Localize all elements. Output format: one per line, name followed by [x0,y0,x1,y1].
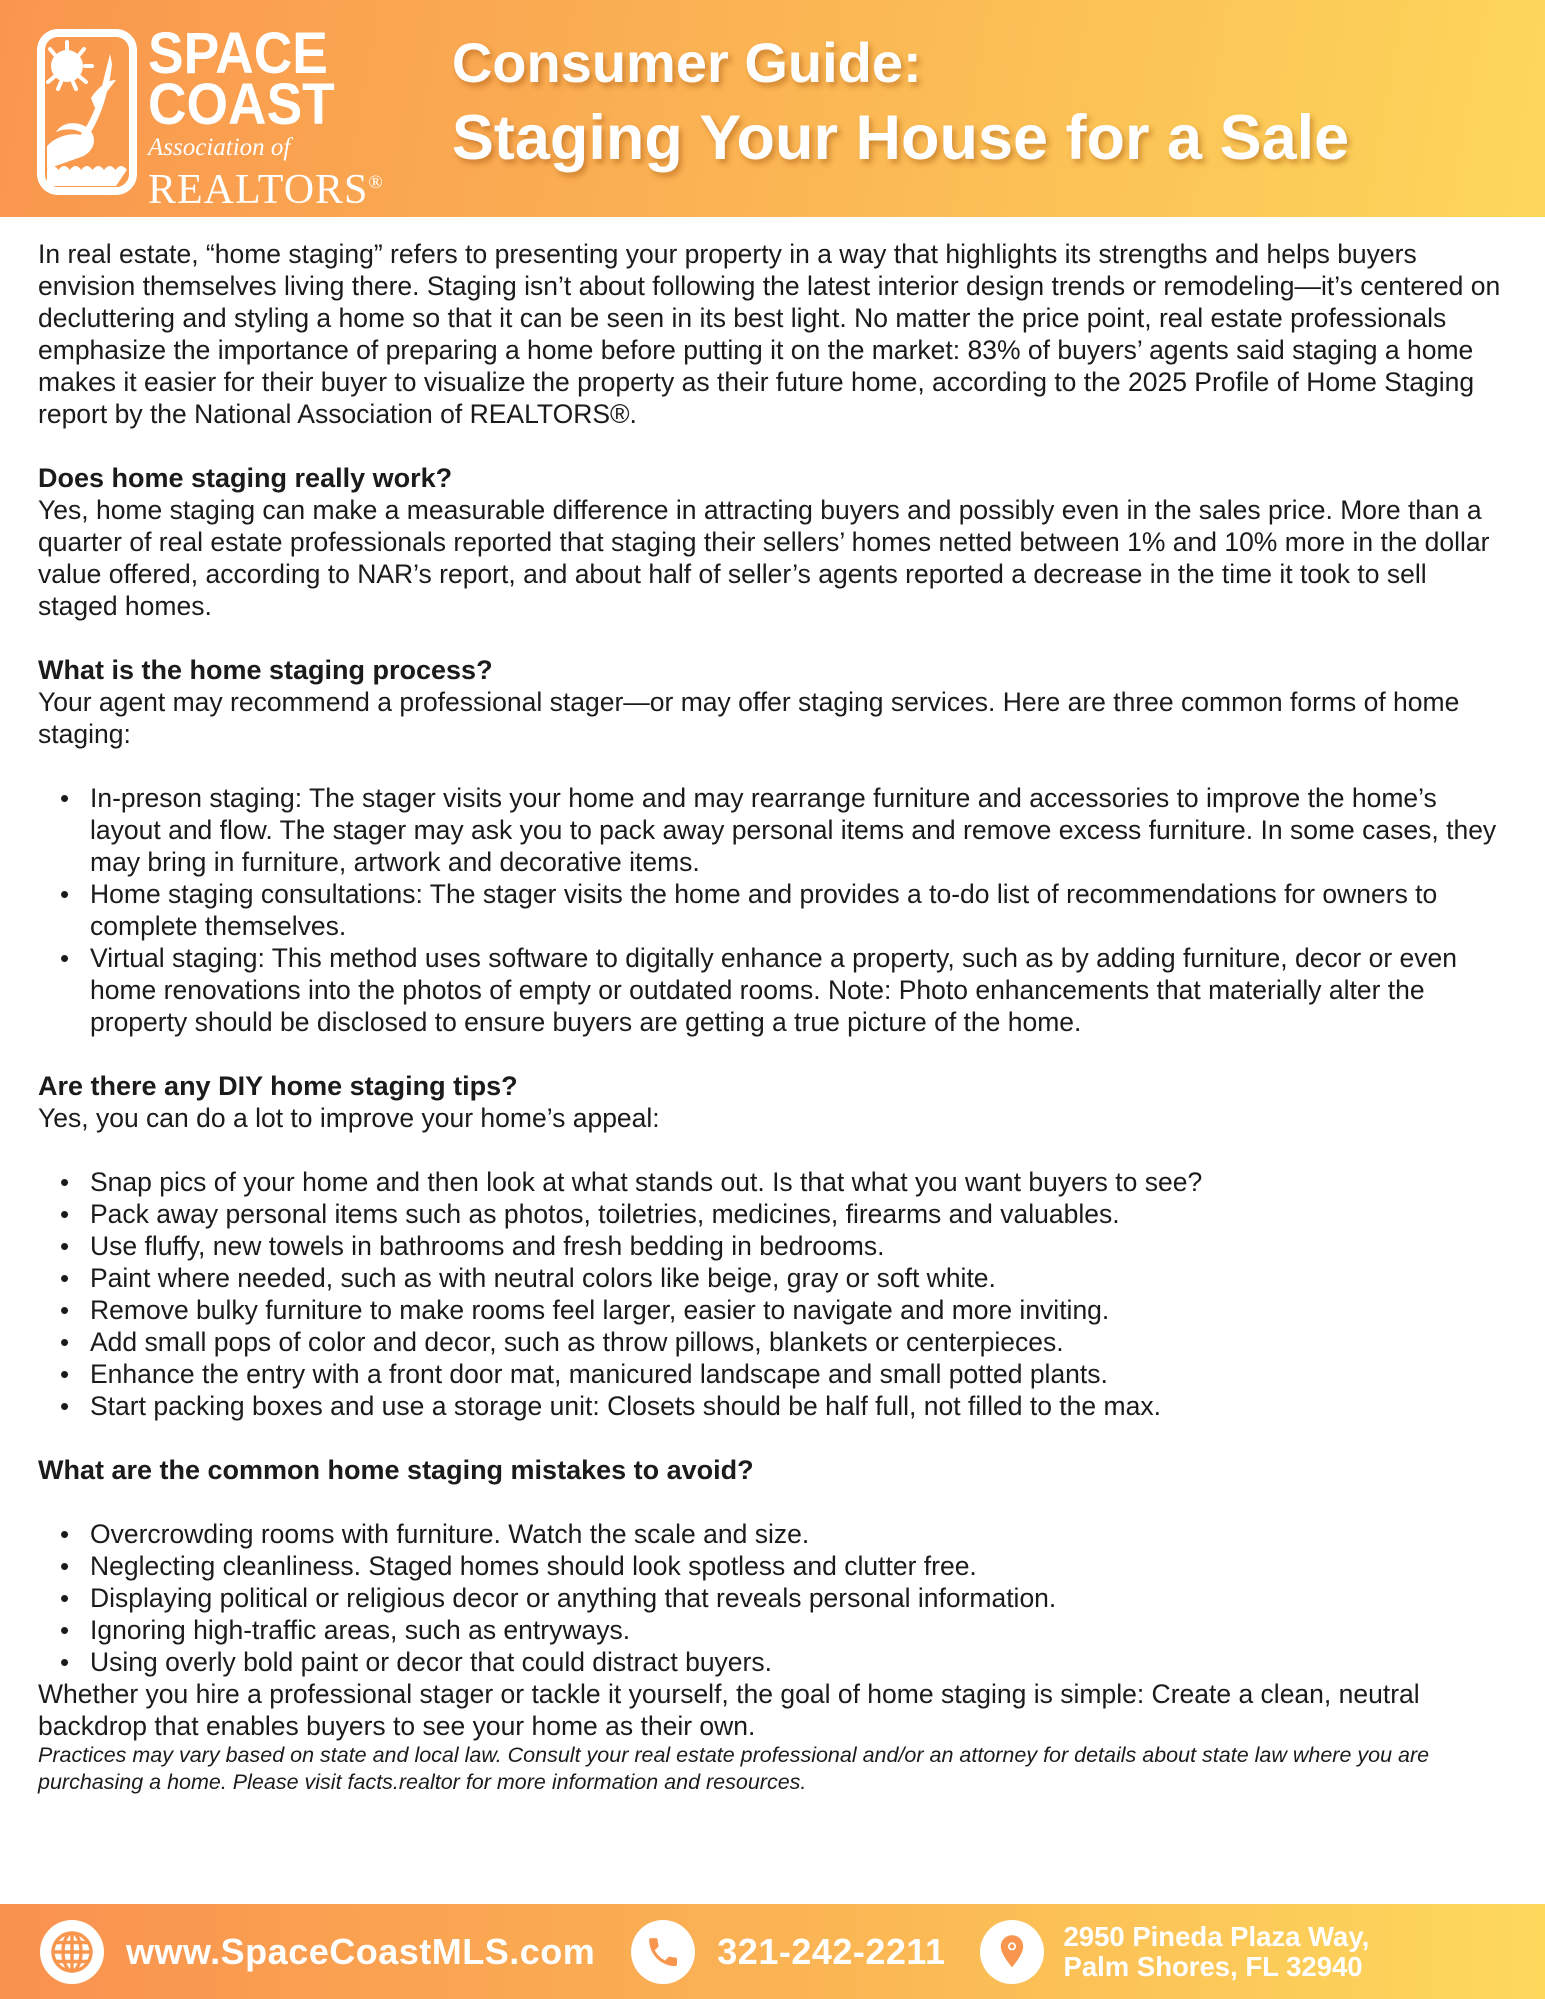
footer-address-line1: 2950 Pineda Plaza Way, [1063,1920,1370,1952]
bullet-list-staging-forms [38,782,1509,1038]
paragraph-diy-tips: Yes, you can do a lot to improve your home’s appeal: [38,1103,660,1133]
section-heading-diy-tips: Are there any DIY home staging tips? [38,1071,518,1101]
logo-text [148,21,384,213]
list-item: • Start packing boxes and use a storage unit: Closets should be half full, not filled to the max. [90,1390,1509,1422]
logo-word-coast: COAST [148,72,335,137]
list-item: • Overcrowding rooms with furniture. Watch the scale and size. [90,1518,1509,1550]
footer-address-line2: Palm Shores, FL 32940 [1063,1950,1363,1982]
bullet-list-mistakes [38,1518,1509,1678]
logo-mark-icon [36,28,138,196]
logo-word-space: SPACE [148,21,328,86]
list-item: • In-preson staging: The stager visits your home and may rearrange furniture and accessories to improve the home’s layout and flow. The stager may ask you to pack away personal items and remove excess furniture. In some cases, they may bring in furniture, artwork and decorative items. [90,782,1509,878]
page-title-kicker: Consumer Guide: [451,31,922,94]
registered-mark: ® [368,172,384,193]
footer-bar [0,1904,1545,1999]
list-item: • Pack away personal items such as photos, toiletries, medicines, firearms and valuables. [90,1198,1509,1230]
intro-paragraph: In real estate, “home staging” refers to presenting your property in a way that highlights its strengths and helps buyers envision themselves living there. Staging isn’t about following the latest interior design trends or remodeling—it’s centered on decluttering and styling a home so that it can be seen in its best light. No matter the price point, real estate professionals emphasize the importance of preparing a home before putting it on the market: 83% of buyers’ agents said staging a home makes it easier for their buyer to visualize the property as their future home, according to the 2025 Profile of Home Staging report by the National Association of REALTORS®. [38,239,1501,429]
footer-address [1064,1922,1370,1982]
title-block [452,28,1349,174]
footer-website-group [40,1920,595,1984]
list-item: • Virtual staging: This method uses software to digitally enhance a property, such as by adding furniture, decor or even home renovations into the photos of empty or outdated rooms. Note: Photo enhancements that materially alter the property should be disclosed to ensure buyers are getting a true picture of the home. [90,942,1509,1038]
logo-association-of: Association of [148,134,291,161]
list-item: • Displaying political or religious decor or anything that reveals personal information. [90,1582,1509,1614]
list-item: • Neglecting cleanliness. Staged homes should look spotless and clutter free. [90,1550,1509,1582]
footer-phone-number: 321-242-2211 [717,1930,946,1972]
list-item: • Use fluffy, new towels in bathrooms and fresh bedding in bedrooms. [90,1230,1509,1262]
document-body [0,217,1545,1904]
section-heading-does-staging-work: Does home staging really work? [38,463,453,493]
section-heading-staging-process: What is the home staging process? [38,655,493,685]
list-item: • Paint where needed, such as with neutral colors like beige, gray or soft white. [90,1262,1509,1294]
list-item: • Snap pics of your home and then look at what stands out. Is that what you want buyers to see? [90,1166,1509,1198]
closing-paragraph: Whether you hire a professional stager or tackle it yourself, the goal of home staging is simple: Create a clean, neutral backdrop that enables buyers to see your home as their own. [38,1679,1420,1741]
list-item: • Ignoring high-traffic areas, such as entryways. [90,1614,1509,1646]
list-item: • Home staging consultations: The stager visits the home and provides a to-do list of recommendations for owners to complete themselves. [90,878,1509,942]
list-item: • Enhance the entry with a front door mat, manicured landscape and small potted plants. [90,1358,1509,1390]
space-coast-logo [36,21,384,213]
header-banner [0,0,1545,217]
bullet-list-diy-tips [38,1166,1509,1422]
list-item: • Remove bulky furniture to make rooms feel larger, easier to navigate and more inviting. [90,1294,1509,1326]
legal-disclaimer: Practices may vary based on state and local law. Consult your real estate professional and/or an attorney for details about state law where you are purchasing a home. Please visit facts.realtor for more information and resources. [38,1743,1430,1794]
page-title: Staging Your House for a Sale [451,103,1350,173]
paragraph-does-staging-work: Yes, home staging can make a measurable difference in attracting buyers and possibly even in the sales price. More than a quarter of real estate professionals reported that staging their sellers’ homes netted between 1% and 10% more in the dollar value offered, according to NAR’s report, and about half of seller’s agents reported a decrease in the time it took to sell staged homes. [38,495,1490,621]
list-item: • Using overly bold paint or decor that could distract buyers. [90,1646,1509,1678]
paragraph-staging-process: Your agent may recommend a professional stager—or may offer staging services. Here are three common forms of home staging: [38,687,1460,749]
footer-address-group [980,1920,1370,1984]
footer-website-link[interactable]: www.SpaceCoastMLS.com [126,1930,596,1972]
logo-realtors: REALTORS® [148,167,384,213]
location-pin-icon [980,1920,1044,1984]
list-item: • Add small pops of color and decor, such as throw pillows, blankets or centerpieces. [90,1326,1509,1358]
section-heading-mistakes: What are the common home staging mistakes to avoid? [38,1455,754,1485]
globe-icon [40,1920,104,1984]
footer-phone-group [631,1920,945,1984]
phone-icon [631,1920,695,1984]
